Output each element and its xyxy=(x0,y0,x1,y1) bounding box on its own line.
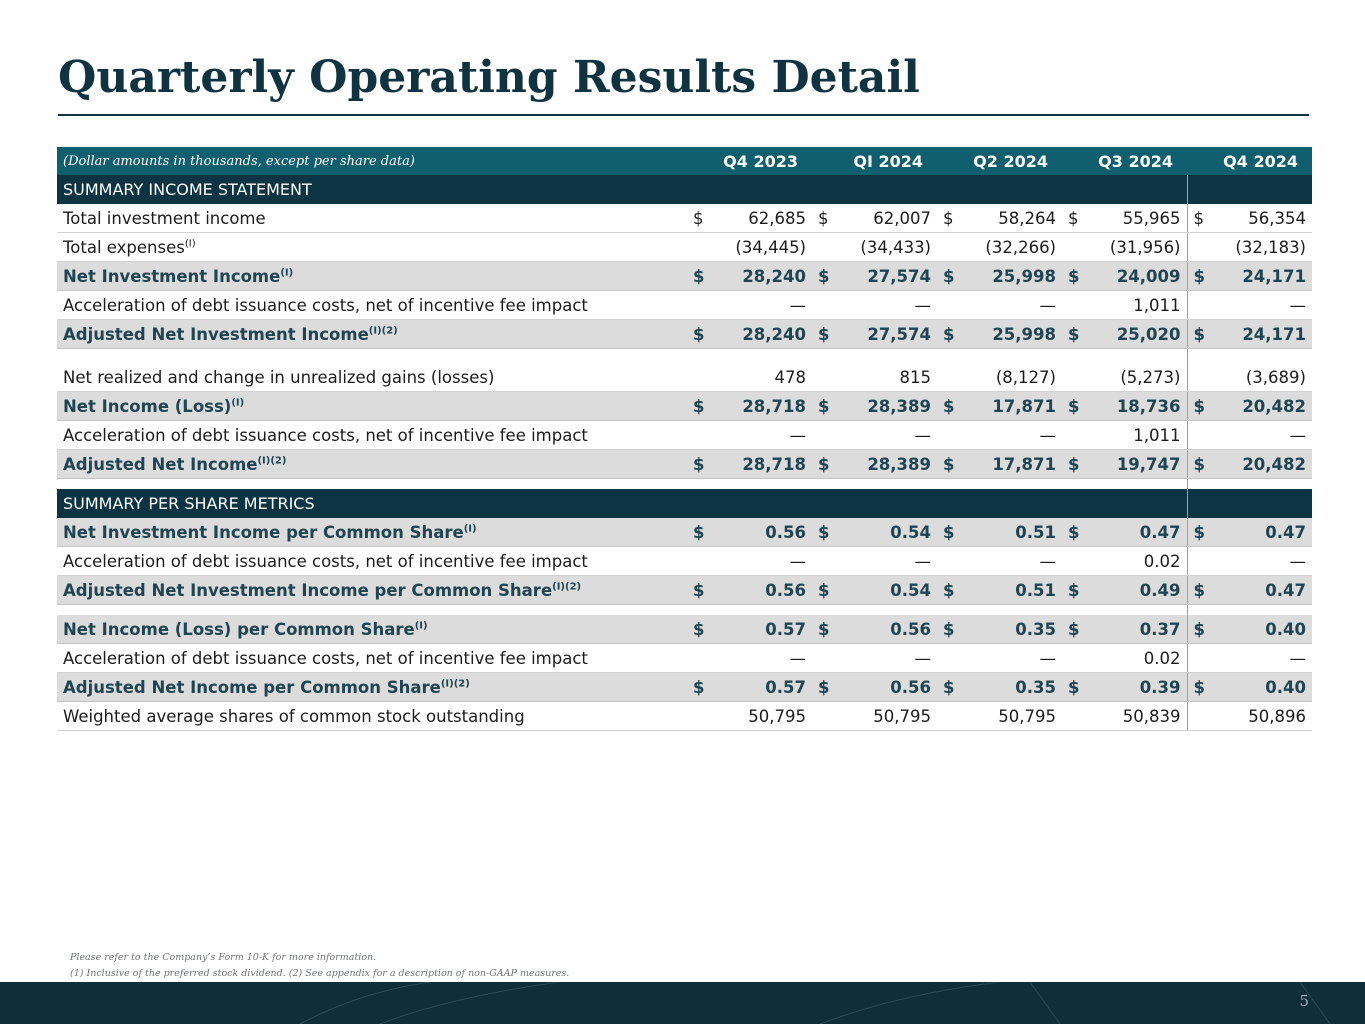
currency-symbol xyxy=(937,291,959,320)
value-cell: 0.51 xyxy=(959,576,1062,605)
currency-symbol xyxy=(1062,644,1084,673)
col-header-q3-2024: Q3 2024 xyxy=(1062,147,1187,175)
currency-symbol: $ xyxy=(937,262,959,291)
row-label-text: Net Income (Loss) xyxy=(63,396,232,416)
row-label xyxy=(57,204,687,233)
currency-symbol xyxy=(1062,702,1084,731)
spacer-cell xyxy=(937,479,959,490)
value-cell: 0.37 xyxy=(1084,615,1187,644)
value-cell: 24,171 xyxy=(1209,262,1312,291)
currency-symbol: $ xyxy=(812,262,834,291)
currency-symbol: $ xyxy=(1187,204,1209,233)
footnote-marker: (I) xyxy=(231,397,245,408)
footnote-marker: (I) xyxy=(280,267,294,278)
currency-symbol: $ xyxy=(937,518,959,547)
value-cell: — xyxy=(834,421,937,450)
value-cell: 0.47 xyxy=(1209,518,1312,547)
value-cell: 0.49 xyxy=(1084,576,1187,605)
currency-symbol: $ xyxy=(937,204,959,233)
spacer-cell xyxy=(937,605,959,616)
spacer-cell xyxy=(959,479,1062,490)
value-cell: — xyxy=(1209,644,1312,673)
spacer-cell xyxy=(1209,479,1312,490)
currency-symbol xyxy=(1187,233,1209,262)
table-row xyxy=(57,576,1312,605)
currency-symbol xyxy=(812,644,834,673)
table-row xyxy=(57,518,1312,547)
table-row xyxy=(57,204,1312,233)
value-cell: 62,007 xyxy=(834,204,937,233)
value-cell: 56,354 xyxy=(1209,204,1312,233)
value-cell: 0.57 xyxy=(709,615,812,644)
currency-symbol: $ xyxy=(1187,615,1209,644)
spacer-cell xyxy=(1062,479,1084,490)
currency-symbol xyxy=(687,702,709,731)
value-cell: 17,871 xyxy=(959,392,1062,421)
value-cell: — xyxy=(709,644,812,673)
value-cell: 478 xyxy=(709,349,812,392)
value-cell: — xyxy=(959,644,1062,673)
footnote-marker: (I) xyxy=(414,620,428,631)
spacer-cell xyxy=(1209,605,1312,616)
row-label xyxy=(57,615,687,644)
spacer-cell xyxy=(687,479,709,490)
spacer-cell xyxy=(812,479,834,490)
row-label-text: Weighted average shares of common stock outstanding xyxy=(63,706,525,726)
row-label-text: Acceleration of debt issuance costs, net of incentive fee impact xyxy=(63,295,588,315)
value-cell: 50,896 xyxy=(1209,702,1312,731)
currency-symbol: $ xyxy=(687,576,709,605)
row-label-text: Adjusted Net Investment Income per Common Share xyxy=(63,580,553,600)
currency-symbol xyxy=(1187,421,1209,450)
row-label-text: Net Investment Income xyxy=(63,266,281,286)
value-cell: — xyxy=(959,291,1062,320)
value-cell: 0.35 xyxy=(959,615,1062,644)
table-row xyxy=(57,421,1312,450)
row-label xyxy=(57,576,687,605)
row-label xyxy=(57,702,687,731)
row-label xyxy=(57,233,687,262)
row-label xyxy=(57,262,687,291)
row-label-text: Total expenses xyxy=(63,237,185,257)
page-title: Quarterly Operating Results Detail xyxy=(58,52,920,103)
spacer-cell xyxy=(709,479,812,490)
value-cell: 0.56 xyxy=(709,576,812,605)
value-cell: 62,685 xyxy=(709,204,812,233)
value-cell: 1,011 xyxy=(1084,291,1187,320)
currency-symbol: $ xyxy=(1062,204,1084,233)
table-row xyxy=(57,644,1312,673)
row-label xyxy=(57,518,687,547)
spacer-cell xyxy=(57,479,687,490)
spacer-cell xyxy=(1187,605,1209,616)
footer-band xyxy=(0,982,1365,1024)
value-cell: 25,020 xyxy=(1084,320,1187,349)
section-heading: SUMMARY PER SHARE METRICS xyxy=(57,489,1187,518)
currency-symbol: $ xyxy=(937,615,959,644)
value-cell: 19,747 xyxy=(1084,450,1187,479)
table-row xyxy=(57,547,1312,576)
currency-symbol xyxy=(1187,349,1209,392)
currency-symbol xyxy=(687,644,709,673)
spacer-cell xyxy=(834,605,937,616)
row-label xyxy=(57,320,687,349)
value-cell: 20,482 xyxy=(1209,392,1312,421)
currency-symbol: $ xyxy=(812,392,834,421)
currency-symbol: $ xyxy=(1187,262,1209,291)
currency-symbol: $ xyxy=(687,450,709,479)
table-row xyxy=(57,233,1312,262)
value-cell: 0.39 xyxy=(1084,673,1187,702)
currency-symbol xyxy=(812,233,834,262)
footnote-reference: Please refer to the Company’s Form 10-K for more information. xyxy=(70,952,377,963)
col-header-q4-2023: Q4 2023 xyxy=(687,147,812,175)
currency-symbol xyxy=(937,349,959,392)
income-statement-group xyxy=(57,175,1312,479)
table-row xyxy=(57,320,1312,349)
currency-symbol: $ xyxy=(687,615,709,644)
spacer-cell xyxy=(1062,605,1084,616)
footer-decoration xyxy=(0,982,1365,1024)
currency-symbol xyxy=(937,702,959,731)
row-label-text: Net Income (Loss) per Common Share xyxy=(63,619,415,639)
currency-symbol xyxy=(1187,547,1209,576)
value-cell: 0.57 xyxy=(709,673,812,702)
table-row xyxy=(57,615,1312,644)
currency-symbol xyxy=(687,421,709,450)
spacer-cell xyxy=(959,605,1062,616)
value-cell: 28,240 xyxy=(709,320,812,349)
value-cell: 20,482 xyxy=(1209,450,1312,479)
section-heading-spacer xyxy=(1187,175,1312,204)
value-cell: 28,240 xyxy=(709,262,812,291)
table-row xyxy=(57,673,1312,702)
value-cell: — xyxy=(709,291,812,320)
footnote-marker: (I) xyxy=(184,238,196,249)
table-row xyxy=(57,349,1312,392)
value-cell: 24,009 xyxy=(1084,262,1187,291)
value-cell: 27,574 xyxy=(834,262,937,291)
row-label-text: Adjusted Net Investment Income xyxy=(63,324,369,344)
footnote-marker: (I)(2) xyxy=(368,325,398,336)
value-cell: — xyxy=(834,291,937,320)
spacer-cell xyxy=(812,605,834,616)
currency-symbol xyxy=(937,547,959,576)
currency-symbol: $ xyxy=(812,615,834,644)
row-label xyxy=(57,291,687,320)
value-cell: 0.56 xyxy=(834,673,937,702)
value-cell: — xyxy=(1209,547,1312,576)
value-cell: 0.51 xyxy=(959,518,1062,547)
value-cell: (34,445) xyxy=(709,233,812,262)
value-cell: 0.02 xyxy=(1084,644,1187,673)
value-cell: 815 xyxy=(834,349,937,392)
value-cell: 50,795 xyxy=(709,702,812,731)
row-label xyxy=(57,421,687,450)
currency-symbol xyxy=(1062,421,1084,450)
value-cell: 0.56 xyxy=(834,615,937,644)
row-label xyxy=(57,644,687,673)
currency-symbol: $ xyxy=(812,673,834,702)
value-cell: — xyxy=(1209,421,1312,450)
value-cell: 0.54 xyxy=(834,576,937,605)
currency-symbol: $ xyxy=(687,518,709,547)
currency-symbol: $ xyxy=(812,450,834,479)
currency-symbol xyxy=(687,349,709,392)
row-label xyxy=(57,392,687,421)
value-cell: 18,736 xyxy=(1084,392,1187,421)
currency-symbol xyxy=(1062,233,1084,262)
table-row xyxy=(57,450,1312,479)
spacer-cell xyxy=(834,479,937,490)
currency-symbol: $ xyxy=(812,204,834,233)
currency-symbol: $ xyxy=(937,392,959,421)
value-cell: 28,718 xyxy=(709,450,812,479)
value-cell: 0.02 xyxy=(1084,547,1187,576)
value-cell: 17,871 xyxy=(959,450,1062,479)
value-cell: 0.56 xyxy=(709,518,812,547)
spacer-cell xyxy=(57,605,687,616)
currency-symbol xyxy=(812,547,834,576)
value-cell: (3,689) xyxy=(1209,349,1312,392)
page-number: 5 xyxy=(1299,992,1309,1010)
table-header-row xyxy=(57,147,1312,175)
currency-symbol xyxy=(1062,291,1084,320)
footnote-marker: (I)(2) xyxy=(440,678,470,689)
footnote-definitions: (1) Inclusive of the preferred stock dividend. (2) See appendix for a description of non-GAAP measures. xyxy=(70,968,570,979)
currency-symbol: $ xyxy=(1062,320,1084,349)
value-cell: — xyxy=(709,547,812,576)
value-cell: — xyxy=(1209,291,1312,320)
value-cell: 0.54 xyxy=(834,518,937,547)
currency-symbol: $ xyxy=(687,673,709,702)
currency-symbol: $ xyxy=(1187,576,1209,605)
currency-symbol xyxy=(812,349,834,392)
currency-symbol: $ xyxy=(937,673,959,702)
value-cell: 0.47 xyxy=(1084,518,1187,547)
row-label-text: Acceleration of debt issuance costs, net of incentive fee impact xyxy=(63,551,588,571)
currency-symbol: $ xyxy=(1062,576,1084,605)
units-note: (Dollar amounts in thousands, except per share data) xyxy=(57,147,687,175)
currency-symbol xyxy=(687,233,709,262)
value-cell: 28,389 xyxy=(834,450,937,479)
value-cell: — xyxy=(959,421,1062,450)
currency-symbol: $ xyxy=(812,576,834,605)
currency-symbol xyxy=(687,547,709,576)
operating-results-table xyxy=(57,147,1312,731)
value-cell: 25,998 xyxy=(959,320,1062,349)
currency-symbol xyxy=(937,644,959,673)
currency-symbol: $ xyxy=(1062,615,1084,644)
value-cell: — xyxy=(959,547,1062,576)
footnote-marker: (I)(2) xyxy=(257,455,287,466)
value-cell: (5,273) xyxy=(1084,349,1187,392)
currency-symbol: $ xyxy=(1062,673,1084,702)
row-label-text: Total investment income xyxy=(63,208,266,228)
value-cell: 0.40 xyxy=(1209,615,1312,644)
section-heading-row xyxy=(57,489,1312,518)
currency-symbol: $ xyxy=(1062,392,1084,421)
currency-symbol: $ xyxy=(937,320,959,349)
currency-symbol: $ xyxy=(1187,320,1209,349)
currency-symbol: $ xyxy=(687,392,709,421)
value-cell: 50,839 xyxy=(1084,702,1187,731)
section-heading: SUMMARY INCOME STATEMENT xyxy=(57,175,1187,204)
currency-symbol xyxy=(812,291,834,320)
table-row xyxy=(57,291,1312,320)
currency-symbol: $ xyxy=(1187,673,1209,702)
table-row xyxy=(57,392,1312,421)
col-header-q2-2024: Q2 2024 xyxy=(937,147,1062,175)
currency-symbol xyxy=(937,233,959,262)
footnote-marker: (I) xyxy=(463,523,477,534)
currency-symbol: $ xyxy=(1187,450,1209,479)
value-cell: 27,574 xyxy=(834,320,937,349)
value-cell: 28,718 xyxy=(709,392,812,421)
spacer-cell xyxy=(687,605,709,616)
value-cell: (8,127) xyxy=(959,349,1062,392)
row-label-text: Adjusted Net Income per Common Share xyxy=(63,677,441,697)
currency-symbol: $ xyxy=(1187,392,1209,421)
value-cell: (32,266) xyxy=(959,233,1062,262)
currency-symbol: $ xyxy=(1187,518,1209,547)
currency-symbol: $ xyxy=(687,320,709,349)
row-label-text: Adjusted Net Income xyxy=(63,454,258,474)
value-cell: 0.40 xyxy=(1209,673,1312,702)
currency-symbol xyxy=(937,421,959,450)
spacer-row xyxy=(57,605,1312,616)
row-label-text: Net realized and change in unrealized gains (losses) xyxy=(63,368,495,387)
row-label xyxy=(57,450,687,479)
row-label-text: Acceleration of debt issuance costs, net of incentive fee impact xyxy=(63,425,588,445)
currency-symbol: $ xyxy=(687,204,709,233)
spacer-cell xyxy=(1084,605,1187,616)
value-cell: 1,011 xyxy=(1084,421,1187,450)
row-label xyxy=(57,349,687,392)
currency-symbol: $ xyxy=(937,576,959,605)
value-cell: — xyxy=(834,644,937,673)
table-row xyxy=(57,262,1312,291)
row-label-text: Acceleration of debt issuance costs, net of incentive fee impact xyxy=(63,648,588,668)
per-share-group xyxy=(57,479,1312,731)
table-row xyxy=(57,702,1312,731)
value-cell: (32,183) xyxy=(1209,233,1312,262)
currency-symbol: $ xyxy=(812,518,834,547)
value-cell: — xyxy=(834,547,937,576)
value-cell: 28,389 xyxy=(834,392,937,421)
footnotes xyxy=(70,952,569,984)
currency-symbol: $ xyxy=(1062,450,1084,479)
currency-symbol xyxy=(1187,644,1209,673)
spacer-cell xyxy=(709,605,812,616)
spacer-cell xyxy=(1187,479,1209,490)
currency-symbol: $ xyxy=(1062,262,1084,291)
value-cell: (34,433) xyxy=(834,233,937,262)
currency-symbol: $ xyxy=(687,262,709,291)
footnote-marker: (I)(2) xyxy=(552,581,582,592)
row-label xyxy=(57,547,687,576)
currency-symbol xyxy=(687,291,709,320)
value-cell: (31,956) xyxy=(1084,233,1187,262)
row-label-text: Net Investment Income per Common Share xyxy=(63,522,464,542)
currency-symbol: $ xyxy=(1062,518,1084,547)
currency-symbol xyxy=(1062,349,1084,392)
value-cell: 0.47 xyxy=(1209,576,1312,605)
col-header-q4-2024: Q4 2024 xyxy=(1187,147,1312,175)
value-cell: 25,998 xyxy=(959,262,1062,291)
value-cell: 58,264 xyxy=(959,204,1062,233)
value-cell: 50,795 xyxy=(959,702,1062,731)
currency-symbol xyxy=(812,702,834,731)
currency-symbol: $ xyxy=(812,320,834,349)
value-cell: 55,965 xyxy=(1084,204,1187,233)
currency-symbol xyxy=(1187,702,1209,731)
title-underline xyxy=(58,114,1309,116)
value-cell: — xyxy=(709,421,812,450)
value-cell: 24,171 xyxy=(1209,320,1312,349)
section-spacer-row xyxy=(57,479,1312,490)
currency-symbol xyxy=(1187,291,1209,320)
currency-symbol xyxy=(812,421,834,450)
row-label xyxy=(57,673,687,702)
currency-symbol xyxy=(1062,547,1084,576)
section-heading-spacer xyxy=(1187,489,1312,518)
value-cell: 0.35 xyxy=(959,673,1062,702)
section-heading-row xyxy=(57,175,1312,204)
currency-symbol: $ xyxy=(937,450,959,479)
spacer-cell xyxy=(1084,479,1187,490)
value-cell: 50,795 xyxy=(834,702,937,731)
col-header-q1-2024: QI 2024 xyxy=(812,147,937,175)
